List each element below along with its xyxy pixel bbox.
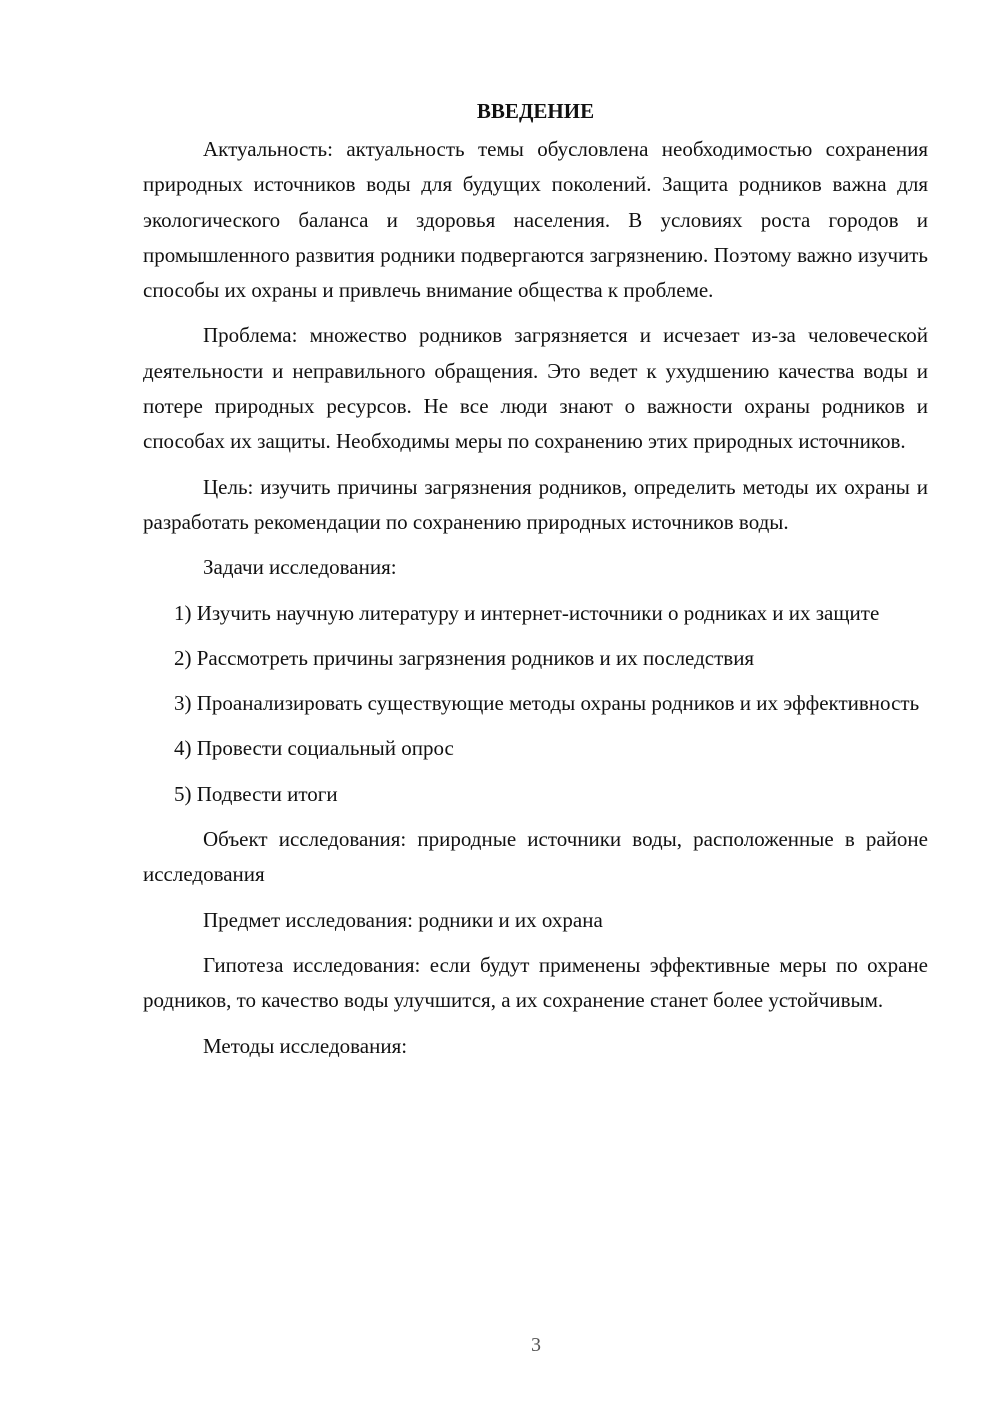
task-item: 5) Подвести итоги [174,781,338,806]
hypothesis-paragraph: Гипотеза исследования: если будут применены эффективные меры по охране родников, то качество воды улучшится, а их сохранение станет более устойчивым. [143,952,928,1013]
page-number: 3 [531,1334,541,1356]
problem-paragraph: Проблема: множество родников загрязняется и исчезает из-за человеческой деятельности и неправильного обращения. Это ведет к ухудшению качества воды и потере природных ресурсов. Не все люди знают о важности охраны родников и способах их защиты. Необходимы меры по сохранению этих природных источников. [143,323,928,454]
page-title: ВВЕДЕНИЕ [476,99,595,123]
subject-paragraph: Предмет исследования: родники и их охрана [203,907,603,932]
task-item: 1) Изучить научную литературу и интернет-источники о родниках и их защите [174,600,880,625]
task-item: 2) Рассмотреть причины загрязнения родников и их последствия [174,645,755,670]
methods-heading: Методы исследования: [203,1033,408,1058]
relevance-paragraph: Актуальность: актуальность темы обусловлена необходимостью сохранения природных источников воды для будущих поколений. Защита родников важна для экологического баланса и здоровья населения. В условиях роста городов и промышленного развития родники подвергаются загрязнению. Поэтому важно изучить способы их охраны и привлечь внимание общества к проблеме. [143,137,928,303]
goal-paragraph: Цель: изучить причины загрязнения родников, определить методы их охраны и разработать рекомендации по сохранению природных источников воды. [143,474,928,534]
page-content [143,96,928,1074]
object-paragraph: Объект исследования: природные источники воды, расположенные в районе исследования [143,827,928,887]
tasks-heading: Задачи исследования: [203,555,397,580]
task-item: 4) Провести социальный опрос [174,736,454,761]
task-item: 3) Проанализировать существующие методы охраны родников и их эффективность [174,691,920,716]
